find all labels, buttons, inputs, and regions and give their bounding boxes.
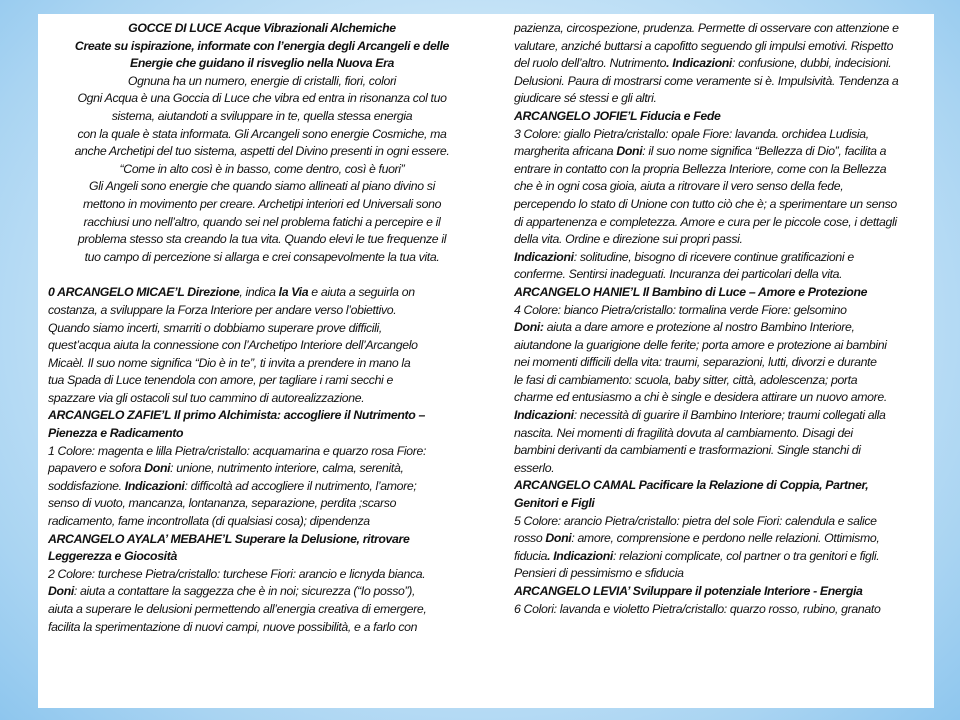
body-line: nascita. Nei momenti di fragilità dovuta al cambiamento. Disagi dei — [514, 425, 853, 440]
intro-line: racchiusi uno nell’altro, quando sei nel problema fatichi a percepire e il — [83, 214, 441, 229]
section-heading: ARCANGELO HANIE’L Il Bambino di Luce – Amore e Protezione — [514, 284, 868, 299]
body-line: 3 Colore: giallo Pietra/cristallo: opale Fiore: lavanda. orchidea Ludisia, — [514, 126, 869, 141]
body-line: spazzare via gli ostacoli sul tuo cammino di autorealizzazione. — [48, 390, 365, 405]
body-line: radicamento, fame incontrollata (di qualsiasi cosa); dipendenza — [48, 514, 370, 529]
body-line: facilita la sperimentazione di nuovi campi, nuove possibilità, e a farlo con — [48, 619, 418, 634]
body-line: 1 Colore: magenta e lilla Pietra/cristallo: acquamarina e quarzo rosa Fiore: — [48, 443, 427, 458]
body-line: aiutandone la guarigione delle ferite; porta amore e protezione ai bambini — [514, 337, 887, 352]
intro-line: Gli Angeli sono energie che quando siamo allineati al piano divino si — [89, 179, 435, 194]
section-heading: ARCANGELO ZAFIE’L Il primo Alchimista: accogliere il Nutrimento – — [48, 408, 425, 423]
body-line: bambini derivanti da cambiamenti e trasformazioni. Single stanchi di — [514, 443, 861, 458]
section-zafiel — [48, 407, 476, 530]
body-line: che è in ogni cosa gioia, aiuta a ritrovare il vero senso della fede, — [514, 179, 844, 194]
right-column — [514, 20, 930, 618]
section-ayala-continued — [514, 20, 930, 108]
section-jofiel — [514, 108, 930, 284]
intro-line: Ognuna ha un numero, energie di cristalli, fiori, colori — [127, 73, 397, 88]
section-heading: Leggerezza e Giocosità — [48, 549, 177, 564]
section-heading: ARCANGELO AYALA’ MEBAHE’L Superare la Delusione, ritrovare — [48, 531, 410, 546]
body-line: del ruolo dell’altro. Nutrimento. Indicazioni: confusione, dubbi, indecisioni. — [514, 56, 892, 71]
body-line: nei momenti difficili della vita: traumi, separazioni, lutti, divorzi e durante — [514, 355, 877, 370]
body-line: tua Spada di Luce tenendola con amore, per tagliare i rami secchi e — [48, 373, 393, 388]
body-line: papavero e sofora Doni: unione, nutrimento interiore, calma, serenità, — [48, 461, 404, 476]
body-line: di appartenenza e completezza. Amore e cura per le piccole cose, i dettagli — [514, 214, 897, 229]
body-line: 6 Colori: lavanda e violetto Pietra/cristallo: quarzo rosso, rubino, granato — [514, 601, 881, 616]
section-levia — [514, 583, 930, 618]
body-line: fiducia. Indicazioni: relazioni complicate, col partner o tra genitori e figli. — [514, 548, 880, 563]
intro-line: tuo campo di percezione si allarga e crei consapevolmente la tua vita. — [84, 249, 440, 264]
body-line: giudicare sé stessi e gli altri. — [514, 91, 657, 106]
intro-line: mettono in movimento per creare. Archetipi interiori ed Universali sono — [82, 196, 442, 211]
body-line: Micaèl. Il suo nome significa “Dio è in te”, ti invita a prendere in mano la — [48, 355, 411, 370]
document-title: GOCCE DI LUCE Acque Vibrazionali Alchemiche — [128, 21, 396, 35]
document-subtitle-line: Energie che guidano il risveglio nella Nuova Era — [129, 56, 395, 71]
section-haniel — [514, 284, 930, 478]
body-line: Indicazioni: necessità di guarire il Bambino Interiore; traumi collegati alla — [514, 408, 886, 423]
body-line: rosso Doni: amore, comprensione e perdono nelle relazioni. Ottimismo, — [514, 531, 880, 546]
section-heading-line: 0 ARCANGELO MICAE’L Direzione, indica la Via e aiuta a seguirla on — [48, 285, 415, 300]
body-line: soddisfazione. Indicazioni: difficoltà ad accogliere il nutrimento, l’amore; — [48, 478, 417, 493]
document-page — [38, 14, 934, 708]
body-line: esserlo. — [514, 460, 555, 475]
body-line: Quando siamo incerti, smarriti o dobbiamo superare prove difficili, — [48, 320, 383, 335]
body-line: margherita africana Doni: il suo nome significa “Bellezza di Dio”, facilita a — [514, 144, 887, 159]
section-heading: Genitori e Figli — [514, 496, 595, 511]
body-line: Pensieri di pessimismo e sfiducia — [514, 566, 684, 581]
document-subtitle-line: Create su ispirazione, informate con l’energia degli Arcangeli e delle — [74, 38, 450, 53]
document-header — [48, 20, 476, 266]
body-line: Delusioni. Paura di mostrarsi come veramente si è. Impulsività. Tendenza a — [514, 73, 899, 88]
intro-line: con la quale è stata informata. Gli Arcangeli sono energie Cosmiche, ma — [77, 126, 447, 141]
body-line: 2 Colore: turchese Pietra/cristallo: turchese Fiori: arancio e licnyda bianca. — [48, 566, 426, 581]
body-line: 5 Colore: arancio Pietra/cristallo: pietra del sole Fiori: calendula e salice — [514, 513, 877, 528]
body-line: senso di vuoto, mancanza, lontananza, separazione, perdita ;scarso — [48, 496, 397, 511]
body-line: Indicazioni: solitudine, bisogno di ricevere continue gratificazioni e — [514, 249, 854, 264]
section-heading: ARCANGELO LEVIA’ Sviluppare il potenziale Interiore - Energia — [514, 584, 863, 598]
body-line: valutare, anziché buttarsi a capofitto seguendo gli impulsi emotivi. Rispetto — [514, 38, 894, 53]
body-line: conferme. Sentirsi inadeguati. Incuranza dei particolari della vita. — [514, 267, 843, 282]
intro-line: anche Archetipi del tuo sistema, aspetti del Divino presenti in ogni essere. — [74, 144, 450, 159]
intro-line: problema stesso sta creando la tua vita. Quando elevi le tue frequenze il — [77, 232, 447, 247]
body-line: percependo lo stato di Unione con tutto ciò che è; a sperimentare un senso — [514, 196, 897, 211]
body-line: entrare in contatto con la propria Bellezza Interiore, come con la Bellezza — [514, 161, 887, 176]
section-micael — [48, 284, 476, 407]
body-line: charme ed entusiasmo a chi è single e desidera attirare un nuovo amore. — [514, 390, 887, 405]
body-line: Doni: aiuta a contattare la saggezza che è in noi; sicurezza (“Io posso”), — [48, 584, 416, 599]
section-heading: ARCANGELO JOFIE’L Fiducia e Fede — [514, 108, 721, 123]
body-line: 4 Colore: bianco Pietra/cristallo: tormalina verde Fiore: gelsomino — [514, 302, 847, 317]
section-heading: Pienezza e Radicamento — [48, 426, 184, 441]
body-line: quest’acqua aiuta la connessione con l’Archetipo Interiore dell’Arcangelo — [48, 338, 418, 353]
section-heading: ARCANGELO CAMAL Pacificare la Relazione di Coppia, Partner, — [514, 478, 869, 493]
body-line: costanza, a sviluppare la Forza Interiore per andare verso l’obiettivo. — [48, 302, 397, 317]
body-line: pazienza, circospezione, prudenza. Permette di osservare con attenzione e — [514, 21, 899, 35]
body-line: Doni: aiuta a dare amore e protezione al nostro Bambino Interiore, — [514, 320, 855, 335]
intro-line: sistema, aiutandoti a sviluppare in te, quella stessa energia — [111, 108, 413, 123]
body-line: della vita. Ordine e direzione sui propri passi. — [514, 232, 743, 247]
body-line: aiuta a superare le delusioni permettendo all’energia creativa di emergere, — [48, 602, 427, 616]
intro-line: Ogni Acqua è una Goccia di Luce che vibra ed entra in risonanza col tuo — [77, 91, 447, 106]
intro-line: “Come in alto così è in basso, come dentro, così è fuori” — [119, 161, 405, 176]
body-line: le fasi di cambiamento: scuola, baby sitter, città, adolescenza; porta — [514, 372, 858, 387]
left-column — [48, 20, 476, 636]
section-ayala — [48, 531, 476, 637]
section-camal — [514, 477, 930, 583]
